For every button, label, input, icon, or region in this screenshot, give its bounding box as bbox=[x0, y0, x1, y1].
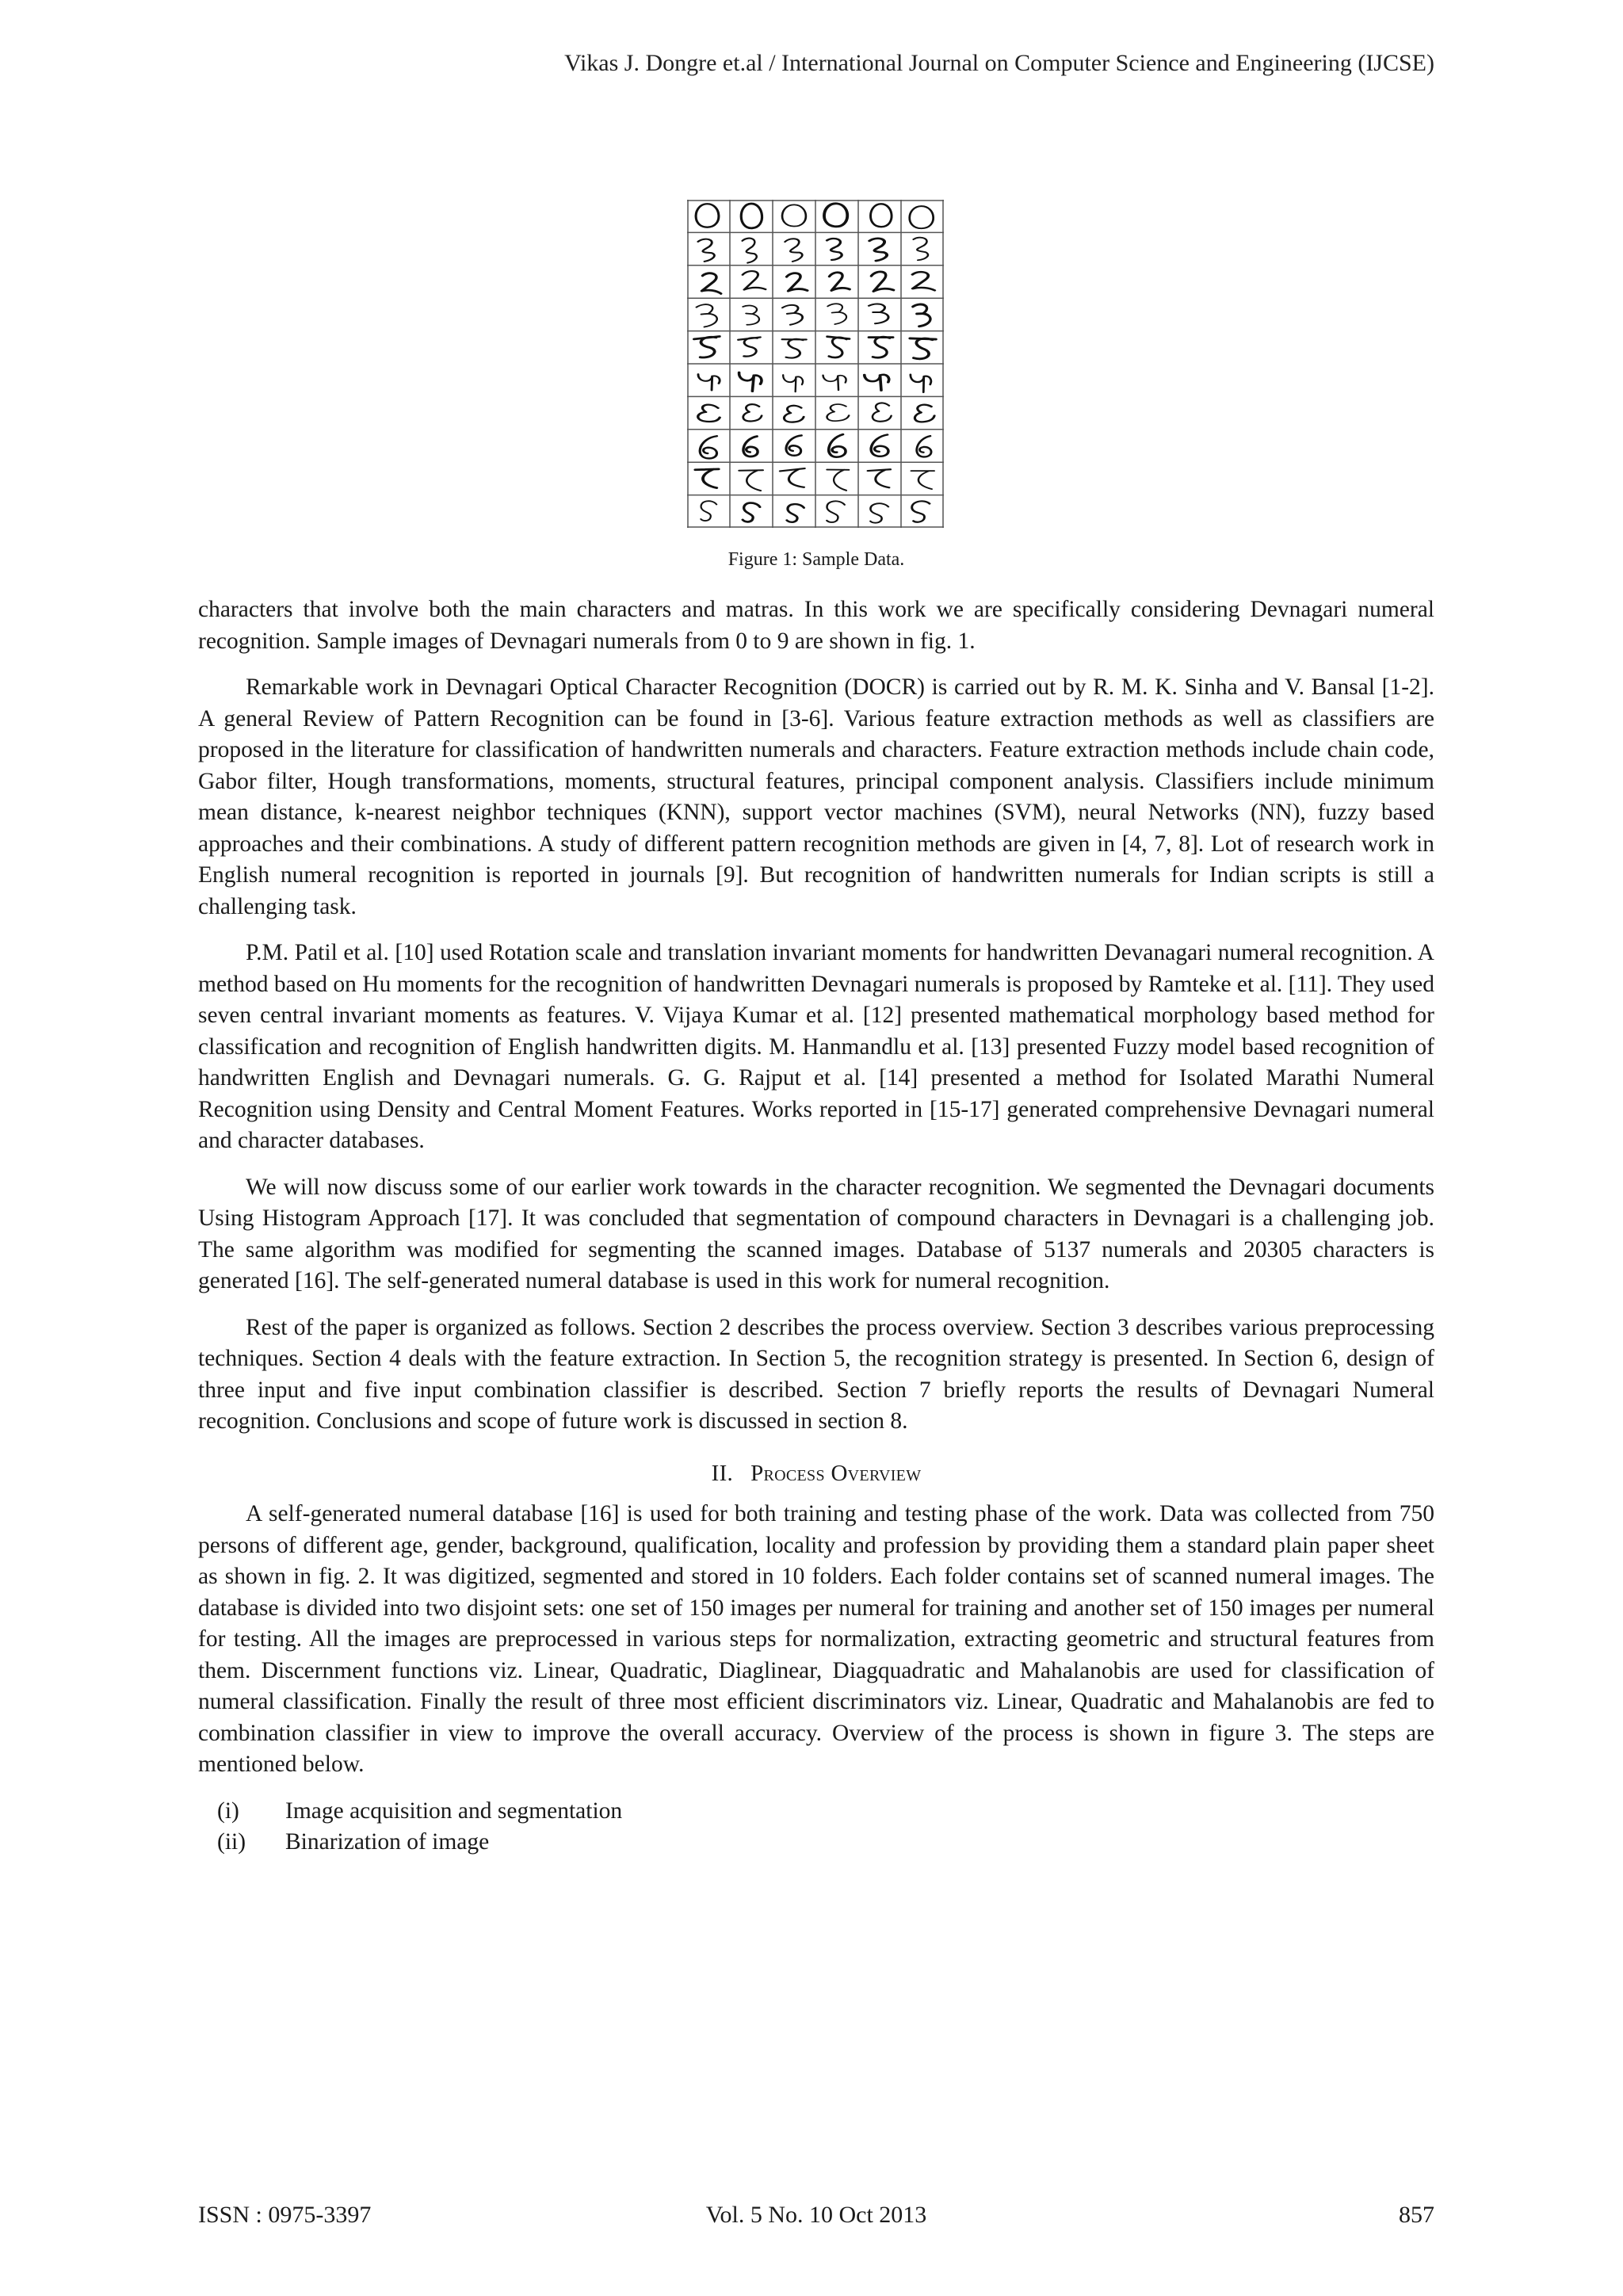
numeral-sample bbox=[823, 202, 849, 227]
numeral-stroke bbox=[827, 434, 846, 458]
numeral-sample bbox=[782, 204, 807, 227]
numeral-sample bbox=[786, 273, 807, 292]
numeral-stroke bbox=[787, 503, 804, 523]
numeral-sample bbox=[871, 434, 888, 457]
numeral-sample bbox=[695, 469, 719, 489]
numeral-sample bbox=[743, 502, 761, 523]
numeral-stroke bbox=[743, 270, 766, 290]
page-footer bbox=[198, 2199, 1434, 2231]
numeral-sample bbox=[743, 436, 758, 457]
numeral-sample bbox=[829, 271, 850, 291]
numeral-stroke bbox=[785, 238, 803, 262]
step-item bbox=[198, 1796, 1434, 1828]
sample-data-figure bbox=[687, 200, 944, 528]
numeral-stroke bbox=[870, 503, 888, 523]
numeral-stroke bbox=[870, 204, 892, 227]
step-text: Binarization of image bbox=[285, 1829, 490, 1855]
numeral-stroke bbox=[829, 271, 850, 291]
running-header: Vikas J. Dongre et.al / International Journal on Computer Science and Engineering (IJCSE) bbox=[564, 50, 1434, 76]
step-numeral: (i) bbox=[217, 1797, 239, 1824]
numeral-stroke bbox=[697, 403, 720, 422]
numeral-sample bbox=[911, 471, 934, 489]
numeral-stroke bbox=[827, 501, 845, 522]
numeral-stroke bbox=[912, 237, 929, 261]
numeral-stroke bbox=[827, 470, 849, 491]
numeral-stroke bbox=[743, 436, 758, 457]
numeral-sample bbox=[743, 270, 766, 290]
numeral-sample bbox=[738, 337, 762, 357]
footer-issn: ISSN : 0975-3397 bbox=[198, 2202, 372, 2228]
numeral-sample bbox=[700, 435, 719, 459]
article-body bbox=[198, 594, 1434, 1859]
numeral-sample bbox=[697, 304, 718, 327]
numeral-sample bbox=[827, 434, 846, 458]
numeral-stroke bbox=[827, 404, 849, 422]
numeral-stroke bbox=[785, 434, 803, 457]
steps-list bbox=[198, 1796, 1434, 1859]
numeral-sample bbox=[785, 238, 803, 262]
numeral-stroke bbox=[694, 336, 722, 358]
numeral-sample bbox=[865, 373, 890, 392]
numeral-stroke bbox=[871, 434, 888, 457]
numeral-stroke bbox=[914, 404, 934, 422]
numeral-sample bbox=[697, 374, 720, 391]
numeral-stroke bbox=[825, 336, 850, 359]
numeral-stroke bbox=[782, 304, 803, 326]
numeral-stroke bbox=[700, 435, 719, 459]
numeral-sample bbox=[871, 271, 894, 292]
numeral-stroke bbox=[738, 337, 762, 357]
numeral-sample bbox=[873, 403, 892, 422]
paragraph-4: We will now discuss some of our earlier work towards in the character recognition. We segmented the Devnagari documents Using Histogram Approach [17]. It was concluded that segmentation of compound characters in Devnagari is a challenging job. The same algorithm was modified for segmenting the scanned images. Database of 5137 numerals and 20305 characters is generated [16]. The self-generated numeral database is used in this work for numeral recognition. bbox=[198, 1174, 1434, 1293]
numeral-sample bbox=[785, 434, 803, 457]
numeral-stroke bbox=[697, 374, 720, 391]
numeral-stroke bbox=[740, 203, 762, 228]
numeral-stroke bbox=[696, 204, 719, 227]
numeral-sample bbox=[826, 239, 842, 261]
numeral-stroke bbox=[782, 204, 807, 227]
numeral-stroke bbox=[917, 436, 931, 457]
numeral-sample bbox=[782, 304, 803, 326]
numeral-sample bbox=[910, 206, 934, 228]
numeral-sample bbox=[827, 404, 849, 422]
numeral-stroke bbox=[701, 273, 723, 294]
section-paragraph: A self-generated numeral database [16] is used for both training and testing phase of the work. Data was collected from 750 persons of different age, gender, background, qualification, locality and profession by providing them a standard plain paper sheet as shown in fig. 2. It was digitized, segmented and stored in 10 folders. Each folder contains set of scanned numeral images. The database is divided into two disjoint sets: one set of 150 images per numeral for training and another set of 150 images per numeral for testing. All the images are preprocessed in various steps for normalization, extracting geometric and structural features from them. Discernment functions viz. Linear, Quadratic, Diaglinear, Diagquadratic and Mahalanobis are used for classification of numeral classification. Finally the result of three most efficient discriminators viz. Linear, Quadratic and Mahalanobis are fed to combination classifier in view to improve the overall accuracy. Overview of the process is shown in figure 3. The steps are mentioned below. bbox=[198, 1501, 1434, 1777]
numeral-sample bbox=[743, 404, 762, 422]
numeral-stroke bbox=[738, 372, 762, 392]
section-heading bbox=[198, 1458, 1434, 1490]
numeral-stroke bbox=[743, 502, 761, 523]
numeral-stroke bbox=[865, 373, 890, 392]
numeral-stroke bbox=[873, 403, 892, 422]
numeral-sample bbox=[743, 239, 757, 263]
footer-volume: Vol. 5 No. 10 Oct 2013 bbox=[705, 2202, 927, 2228]
numeral-sample bbox=[782, 339, 807, 358]
numeral-sample bbox=[913, 304, 931, 327]
numeral-stroke bbox=[782, 375, 803, 392]
numeral-sample bbox=[911, 500, 931, 522]
numeral-sample bbox=[787, 503, 804, 523]
numeral-stroke bbox=[869, 239, 887, 262]
numeral-sample bbox=[868, 469, 892, 489]
numeral-sample bbox=[782, 375, 803, 392]
numeral-sample bbox=[909, 338, 935, 359]
numeral-stroke bbox=[784, 406, 804, 422]
numeral-stroke bbox=[827, 303, 847, 324]
numeral-stroke bbox=[823, 202, 849, 227]
numeral-stroke bbox=[911, 471, 934, 489]
numeral-sample bbox=[917, 436, 931, 457]
numeral-sample bbox=[827, 501, 845, 522]
numeral-stroke bbox=[780, 468, 806, 490]
step-text: Image acquisition and segmentation bbox=[285, 1797, 623, 1824]
numeral-sample bbox=[740, 203, 762, 228]
numeral-stroke bbox=[911, 272, 935, 291]
numeral-sample bbox=[910, 375, 931, 393]
numeral-sample bbox=[870, 204, 892, 227]
step-numeral: (ii) bbox=[217, 1829, 246, 1855]
numeral-stroke bbox=[868, 469, 892, 489]
section-title: Process Overview bbox=[750, 1460, 922, 1486]
numeral-sample bbox=[697, 403, 720, 422]
numeral-stroke bbox=[743, 239, 757, 263]
numeral-sample bbox=[827, 303, 847, 324]
numeral-sample bbox=[827, 470, 849, 491]
numeral-stroke bbox=[909, 338, 935, 359]
footer-page-number: 857 bbox=[1399, 2202, 1434, 2228]
numeral-sample bbox=[914, 404, 934, 422]
numeral-sample bbox=[738, 372, 762, 392]
numeral-stroke bbox=[742, 305, 761, 326]
numeral-stroke bbox=[911, 500, 931, 522]
numeral-stroke bbox=[786, 273, 807, 292]
numeral-sample bbox=[912, 237, 929, 261]
numeral-sample bbox=[780, 468, 806, 490]
numeral-sample bbox=[696, 204, 719, 227]
paragraph-1: characters that involve both the main characters and matras. In this work we are specifically considering Devnagari numeral recognition. Sample images of Devnagari numerals from 0 to 9 are shown in fig. 1. bbox=[198, 597, 1434, 654]
numeral-stroke bbox=[823, 374, 847, 391]
numeral-stroke bbox=[869, 304, 888, 323]
figure-caption: Figure 1: Sample Data. bbox=[727, 549, 905, 570]
numeral-sample bbox=[701, 273, 723, 294]
numeral-stroke bbox=[695, 469, 719, 489]
numeral-stroke bbox=[782, 339, 807, 358]
numeral-sample bbox=[911, 272, 935, 291]
step-item bbox=[198, 1827, 1434, 1859]
numeral-sample bbox=[825, 336, 850, 359]
paragraph-5: Rest of the paper is organized as follows. Section 2 describes the process overview. Section 3 describes various preprocessing techniques. Section 4 deals with the feature extraction. In Section 5, the recognition strategy is presented. In Section 6, design of three input and five input combination classifier is described. Section 7 briefly reports the results of Devnagari Numeral recognition. Conclusions and scope of future work is discussed in section 8. bbox=[198, 1314, 1434, 1434]
numeral-sample bbox=[869, 337, 893, 357]
numeral-stroke bbox=[910, 375, 931, 393]
numeral-stroke bbox=[701, 501, 716, 521]
paragraph-3: P.M. Patil et al. [10] used Rotation scale and translation invariant moments for handwritten Devanagari numeral recognition. A method based on Hu moments for the recognition of handwritten Devnagari numerals is proposed by Ramteke et al. [11]. They used seven central invariant moments as features. V. Vijaya Kumar et al. [12] presented mathematical morphology based method for classification and recognition of English handwritten digits. M. Hanmandlu et al. [13] presented Fuzzy model based recognition of handwritten English and Devnagari numerals. G. G. Rajput et al. [14] presented a method for Isolated Marathi Numeral Recognition using Density and Central Moment Features. Works reported in [15-17] generated comprehensive Devnagari numeral and character databases. bbox=[198, 940, 1434, 1153]
numeral-sample bbox=[739, 470, 764, 491]
numeral-sample bbox=[869, 239, 887, 262]
numeral-sample bbox=[701, 501, 716, 521]
numeral-stroke bbox=[697, 304, 718, 327]
numeral-sample bbox=[870, 503, 888, 523]
numeral-sample bbox=[698, 239, 715, 262]
numeral-stroke bbox=[871, 271, 894, 292]
numeral-stroke bbox=[910, 206, 934, 228]
numeral-stroke bbox=[698, 239, 715, 262]
numeral-stroke bbox=[869, 337, 893, 357]
numeral-stroke bbox=[913, 304, 931, 327]
numeral-sample bbox=[742, 305, 761, 326]
handwritten-numerals-grid bbox=[687, 200, 944, 528]
paragraph-2: Remarkable work in Devnagari Optical Character Recognition (DOCR) is carried out by R. M. K. Sinha and V. Bansal [1-2]. A general Review of Pattern Recognition can be found in [3-6]. Various feature extraction methods as well as classifiers are proposed in the literature for classification of handwritten numerals and characters. Feature extraction methods include chain code, Gabor filter, Hough transformations, moments, structural features, principal component analysis. Classifiers include minimum mean distance, k-nearest neighbor techniques (KNN), support vector machines (SVM), neural Networks (NN), fuzzy based approaches and their combinations. A study of different pattern recognition methods are given in [4, 7, 8]. Lot of research work in English numeral recognition is reported in journals [9]. But recognition of handwritten numerals for Indian scripts is still a challenging task. bbox=[198, 674, 1434, 919]
numeral-sample bbox=[823, 374, 847, 391]
numeral-stroke bbox=[739, 470, 764, 491]
numeral-sample bbox=[694, 336, 722, 358]
numeral-sample bbox=[869, 304, 888, 323]
numeral-sample bbox=[784, 406, 804, 422]
numeral-stroke bbox=[826, 239, 842, 261]
numeral-stroke bbox=[743, 404, 762, 422]
section-number: II. bbox=[711, 1460, 734, 1486]
